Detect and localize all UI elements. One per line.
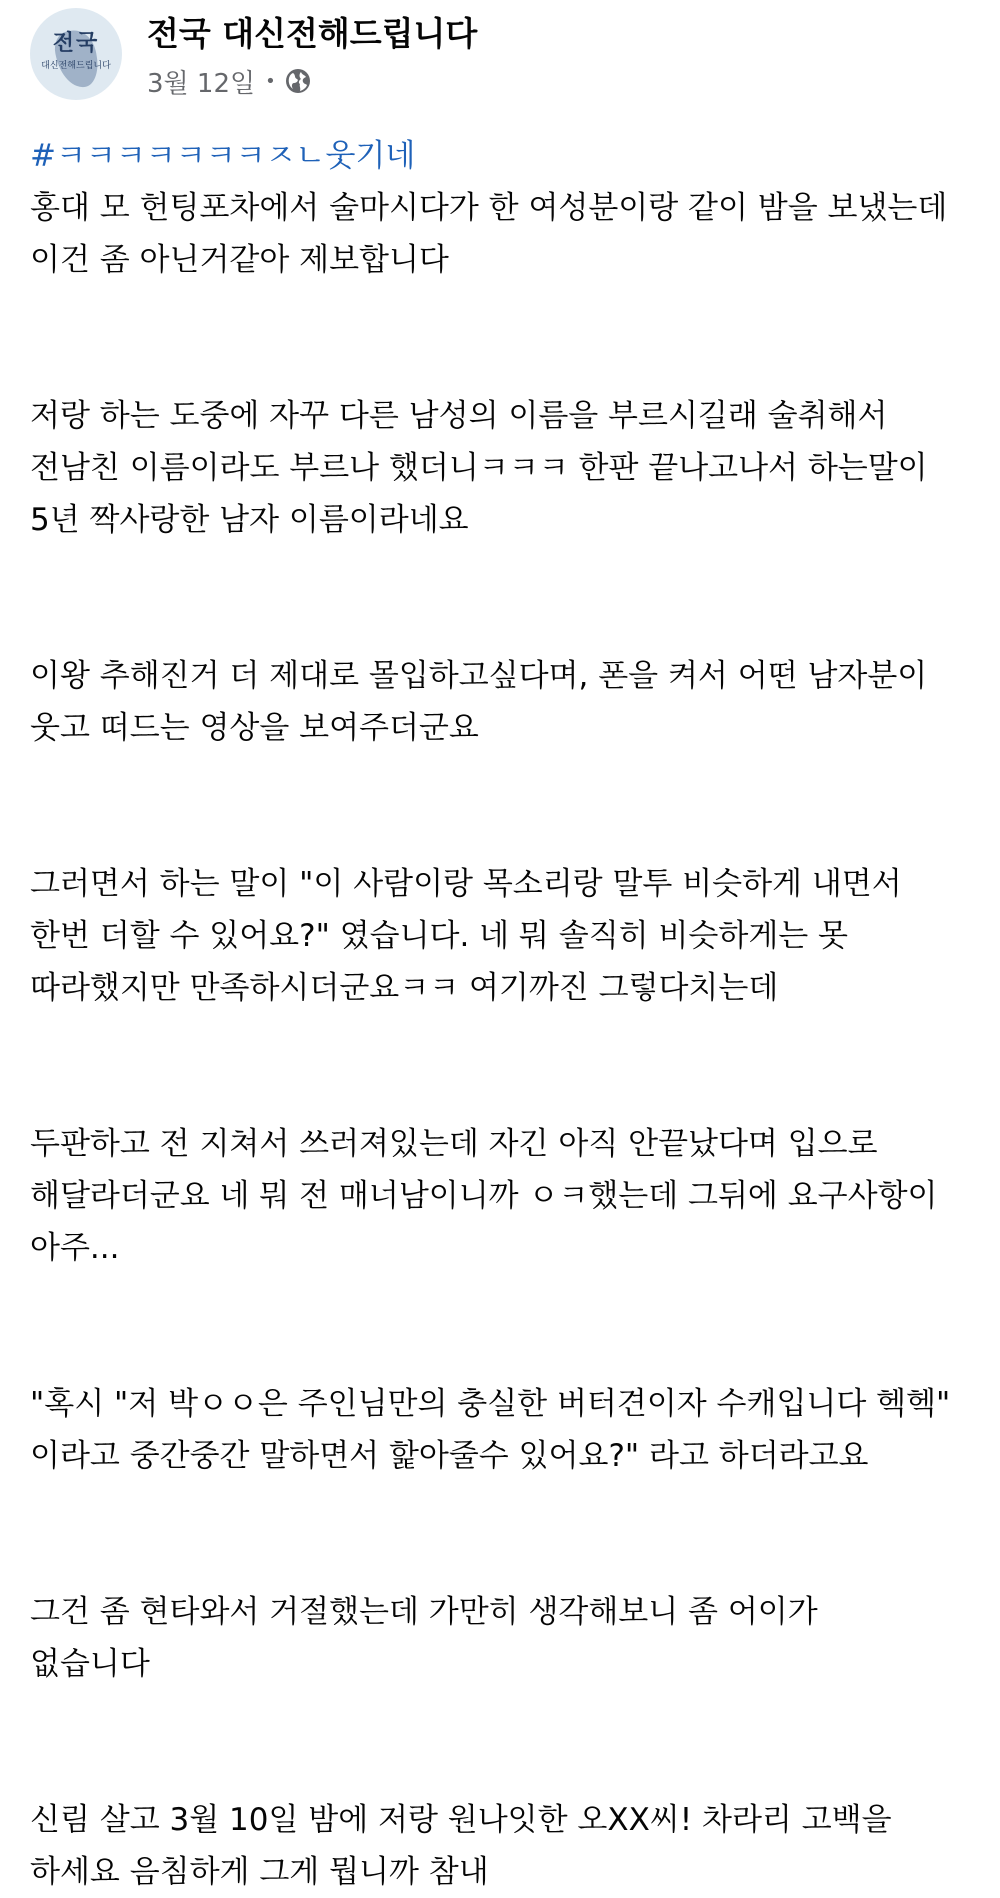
post-line: 이건 좀 아닌거같아 제보합니다: [30, 242, 449, 278]
paragraph: [30, 858, 970, 1014]
post-line: 5년 짝사랑한 남자 이름이라네요: [30, 502, 469, 538]
post-header: [30, 8, 970, 108]
paragraph: [30, 1378, 970, 1482]
post-line: 신림 살고 3월 10일 밤에 저랑 원나잇한 오XX씨! 차라리 고백을: [30, 1802, 892, 1838]
post-line: 웃고 떠드는 영상을 보여주더군요: [30, 710, 479, 746]
post-line: 그건 좀 현타와서 거절했는데 가만히 생각해보니 좀 어이가: [30, 1594, 818, 1630]
post-line: 한번 더할 수 있어요?" 였습니다. 네 뭐 솔직히 비슷하게는 못: [30, 918, 849, 954]
post-line: 전남친 이름이라도 부르나 했더니ㅋㅋㅋ 한판 끝나고나서 하는말이: [30, 450, 928, 486]
avatar-logo-text: 전국: [52, 30, 100, 56]
post-line: 홍대 모 헌팅포차에서 술마시다가 한 여성분이랑 같이 밤을 보냈는데: [30, 190, 948, 226]
post-line: "혹시 "저 박ㅇㅇ은 주인님만의 충실한 버터견이자 수캐입니다 헥헥": [30, 1386, 951, 1422]
post-line: 그러면서 하는 말이 "이 사람이랑 목소리랑 말투 비슷하게 내면서: [30, 866, 902, 902]
hashtag-link[interactable]: #ㅋㅋㅋㅋㅋㅋㅋㅈㄴ웃기네: [30, 138, 416, 174]
globe-icon: [284, 67, 312, 95]
post-line: 이라고 중간중간 말하면서 핥아줄수 있어요?" 라고 하더라고요: [30, 1438, 869, 1474]
post-line: 따라했지만 만족하시더군요ㅋㅋ 여기까진 그렇다치는데: [30, 970, 779, 1006]
post-meta: [147, 64, 312, 98]
paragraph: [30, 650, 970, 754]
meta-separator: •: [265, 70, 276, 92]
paragraph: [30, 1118, 970, 1274]
paragraph: [30, 182, 970, 286]
page-avatar[interactable]: [30, 8, 122, 100]
post-line: 두판하고 전 지쳐서 쓰러져있는데 자긴 아직 안끝났다며 입으로: [30, 1126, 878, 1162]
post-date[interactable]: 3월 12일: [147, 68, 256, 99]
post-line: 하세요 음침하게 그게 뭡니까 참내: [30, 1854, 489, 1890]
paragraph: [30, 1586, 970, 1690]
post-line: 해달라더군요 네 뭐 전 매너남이니까 ㅇㅋ했는데 그뒤에 요구사항이: [30, 1178, 938, 1214]
post-line: 아주...: [30, 1230, 120, 1266]
page-name-link[interactable]: 전국 대신전해드립니다: [147, 14, 478, 53]
avatar-logo-subtext: 대신전해드립니다: [41, 61, 111, 71]
post-line: 이왕 추해진거 더 제대로 몰입하고싶다며, 폰을 켜서 어떤 남자분이: [30, 658, 928, 694]
post-body: [30, 130, 970, 1898]
paragraph: [30, 1794, 970, 1898]
post-line: 저랑 하는 도중에 자꾸 다른 남성의 이름을 부르시길래 술취해서: [30, 398, 888, 434]
post-line: 없습니다: [30, 1646, 150, 1682]
paragraph: [30, 390, 970, 546]
